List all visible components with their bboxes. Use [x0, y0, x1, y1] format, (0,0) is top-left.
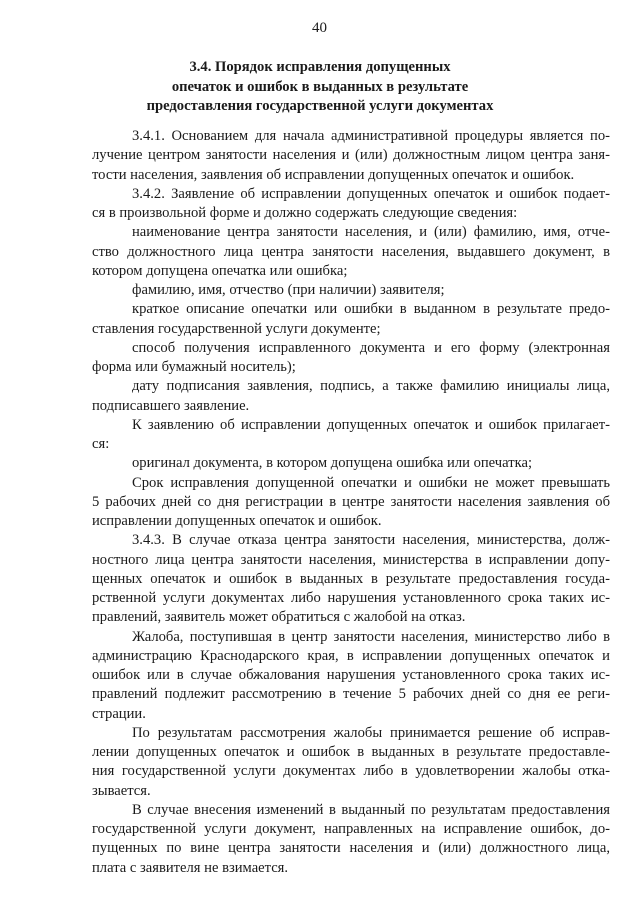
paragraph [92, 531, 610, 627]
paragraph-line: рственной услуги документах либо нарушения установленного срока таких ис- [92, 590, 610, 606]
paragraph [92, 281, 610, 300]
paragraph-line: плата с заявителя не взимается. [92, 859, 289, 876]
paragraph [92, 185, 610, 224]
paragraph-line: лучение центром занятости населения и (или) должностным лицом центра заня- [92, 147, 610, 164]
paragraph [92, 300, 610, 339]
paragraph-line: котором допущена опечатка или ошибка; [92, 262, 348, 279]
paragraph-line: ся: [92, 436, 110, 452]
paragraph [92, 223, 610, 281]
paragraph [92, 454, 610, 473]
paragraph-line: способ получения исправленного документа и его форму (электронная [132, 339, 610, 356]
heading-line: предоставления государственной услуги документах [146, 98, 494, 114]
paragraph-line: правлений, заявитель может обратиться с жалобой на отказ. [92, 609, 466, 626]
paragraph [92, 724, 610, 801]
paragraph-line: щенных опечаток и ошибок в выданных в результате предоставления госуда- [92, 570, 610, 587]
paragraph-line: пущенных по вине центра занятости населения и (или) должностного лица, [92, 840, 610, 857]
paragraph-line: 3.4.3. В случае отказа центра занятости населения, министерства, долж- [132, 532, 610, 549]
paragraph-line: правлений подлежит рассмотрению в течение 5 рабочих дней со дня ее реги- [92, 686, 610, 703]
paragraph [92, 628, 610, 724]
paragraph-line: Срок исправления допущенной опечатки и ошибки не может превышать [132, 474, 610, 491]
paragraph-line: исправлении допущенных опечаток и ошибок. [92, 513, 382, 529]
paragraph-line: форма или бумажный носитель); [92, 359, 296, 375]
paragraph-line: государственной услуги документ, направленных на исправление ошибок, до- [92, 821, 610, 837]
paragraph-line: зывается. [92, 782, 151, 799]
paragraph-line: фамилию, имя, отчество (при наличии) заявителя; [132, 282, 445, 298]
paragraph-line: ся в произвольной форме и должно содержать следующие сведения: [92, 205, 518, 221]
page-number: 40 [312, 20, 327, 36]
paragraph-line: 5 рабочих дней со дня регистрации в центре занятости населения заявления об [92, 493, 610, 510]
paragraph-line: ство должностного лица центра занятости населения, выдавшего документ, в [92, 243, 610, 260]
paragraph-line: краткое описание опечатки или ошибки в выданном в результате предо- [132, 301, 610, 318]
paragraph-line: По результатам рассмотрения жалобы принимается решение об исправ- [132, 724, 610, 741]
paragraph [92, 474, 610, 532]
paragraph-line: оригинал документа, в котором допущена ошибка или опечатка; [132, 455, 533, 472]
paragraph-line: Жалоба, поступившая в центр занятости населения, министерство либо в [132, 628, 610, 645]
paragraph-line: ностного лица центра занятости населения, министерства в исправлении допу- [92, 551, 610, 568]
body-text [92, 127, 610, 878]
paragraph-line: дату подписания заявления, подпись, а также фамилию инициалы лица, [132, 378, 610, 395]
paragraph-line: В случае внесения изменений в выданный по результатам предоставления [132, 801, 610, 818]
paragraph-line: подписавшего заявление. [92, 397, 250, 414]
paragraph [92, 127, 610, 185]
paragraph-line: 3.4.2. Заявление об исправлении допущенных опечаток и ошибок подает- [132, 185, 610, 202]
paragraph-line: ошибок или в случае обжалования нарушения установленного срока таких ис- [92, 667, 610, 683]
paragraph [92, 801, 610, 878]
heading-line: 3.4. Порядок исправления допущенных [189, 59, 451, 75]
section-heading [92, 58, 548, 117]
paragraph [92, 416, 610, 455]
paragraph-line: администрацию Краснодарского края, в исправлении допущенных опечаток и [92, 647, 610, 664]
paragraph-line: лении допущенных опечаток и ошибок в выданных в результате предоставле- [92, 744, 610, 760]
paragraph-line: тости населения, заявления об исправлении допущенных опечаток и ошибок. [92, 166, 575, 183]
paragraph-line: ставления государственной услуги документе; [92, 320, 381, 337]
paragraph-line: наименование центра занятости населения, и (или) фамилию, имя, отче- [132, 224, 610, 241]
paragraph-line: страции. [92, 705, 146, 722]
paragraph [92, 377, 610, 416]
paragraph-line: 3.4.1. Основанием для начала административной процедуры является по- [132, 128, 610, 144]
heading-line: опечаток и ошибок в выданных в результате [171, 78, 469, 95]
paragraph-line: ния государственной услуги документах либо в удовлетворении жалобы отка- [92, 763, 610, 780]
paragraph-line: К заявлению об исправлении допущенных опечаток и ошибок прилагает- [132, 416, 610, 433]
paragraph [92, 339, 610, 378]
